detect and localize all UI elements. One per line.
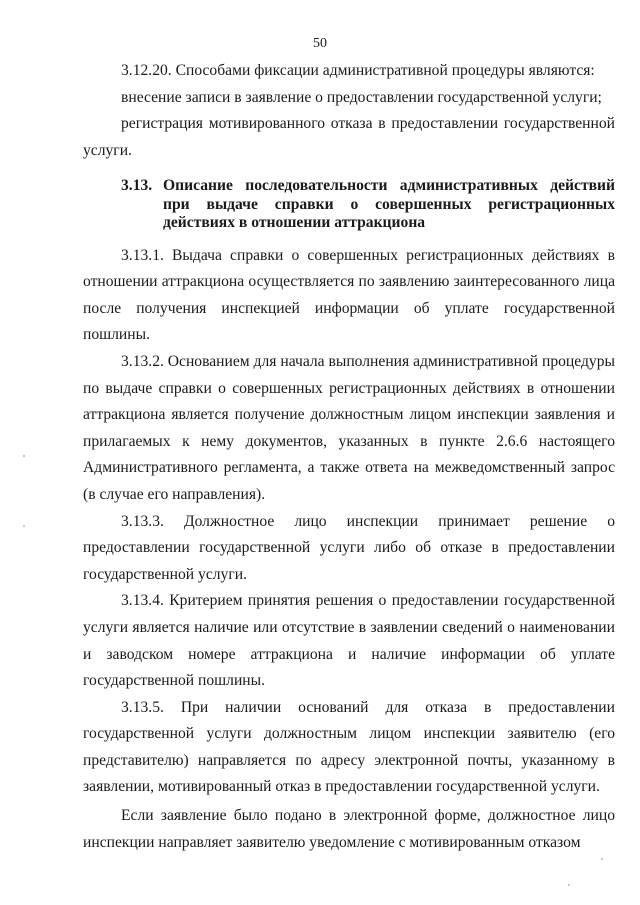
paragraph-3-13-4: 3.13.4. Критерием принятия решения о предоставлении государственной услуги является наличие или отсутствие в заявлении сведений о наименовании и заводском номере аттракциона и наличие информации об уплате государственной пошлины. [83, 592, 615, 690]
paragraph-3-13-1: 3.13.1. Выдача справки о совершенных регистрационных действиях в отношении аттракциона осуществляется по заявлению заинтересованного лица после получения инспекцией информации об уплате государственной пошлины. [83, 246, 615, 344]
scan-speck [568, 884, 570, 886]
paragraph-electronic-form: Если заявление было подано в электронной форме, должностное лицо инспекции направляет заявителю уведомление с мотивированным отказом [83, 807, 615, 851]
paragraph-3-13-3: 3.13.3. Должностное лицо инспекции принимает решение о предоставлении государственной услуги либо об отказе в предоставлении государственной услуги. [83, 512, 615, 583]
paragraph-3-13-5: 3.13.5. При наличии оснований для отказа в предоставлении государственной услуги должностным лицом инспекции заявителю (его представителю) направляется по адресу электронной почты, указанному в заявлении, мотивированный отказ в предоставлении государственной услуги. [83, 698, 615, 796]
section-heading-3-13 [83, 177, 615, 232]
paragraph-3-12-20: 3.12.20. Способами фиксации административной процедуры являются: [121, 62, 595, 79]
page-number: 50 [313, 36, 327, 51]
paragraph-3-13-2: 3.13.2. Основанием для начала выполнения административной процедуры по выдаче справки о совершенных регистрационных действиях в отношении аттракциона является получение должностным лицом инспекции заявления и прилагаемых к нему документов, указанных в пункте 2.6.6 настоящего Административного регламента, а также ответа на межведомственный запрос (в случае его направления). [83, 352, 615, 503]
page-content [83, 58, 615, 856]
section-title: Описание последовательности административных действий при выдаче справки о совершенных регистрационных действиях в отношении аттракциона [163, 177, 615, 232]
paragraph-record-entry: внесение записи в заявление о предоставлении государственной услуги; [121, 88, 602, 106]
scan-speck [23, 525, 25, 527]
paragraph-refusal-registration: регистрация мотивированного отказа в предоставлении государственной услуги. [83, 115, 615, 159]
section-number: 3.13. [121, 177, 153, 195]
scan-speck [23, 455, 25, 457]
scan-speck [601, 858, 603, 860]
